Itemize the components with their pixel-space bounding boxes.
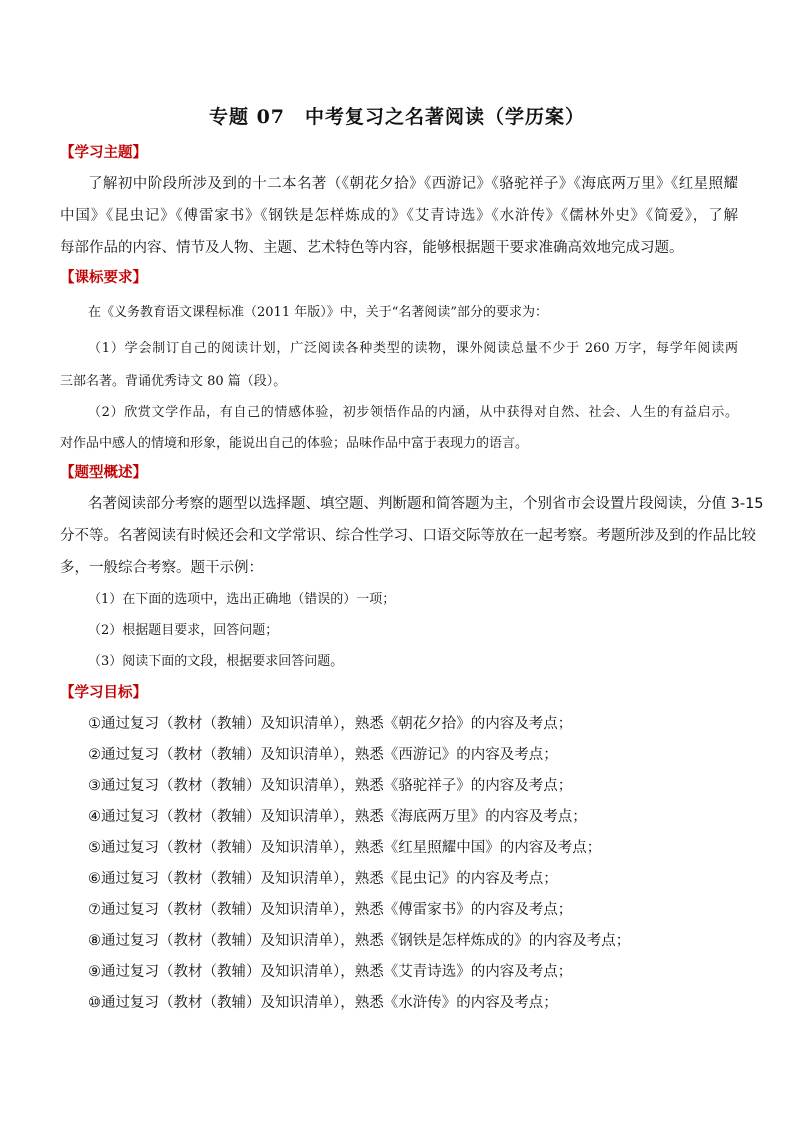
overview-line: 分不等。名著阅读有时候还会和文学常识、综合性学习、口语交际等放在一起考察。考题所涉及到的作品比较 xyxy=(60,528,756,544)
overview-example: （1）在下面的选项中，选出正确地（错误的）一项； xyxy=(88,592,396,607)
overview-example: （3）阅读下面的文段，根据要求回答问题。 xyxy=(88,654,344,669)
standard-item: （2）欣赏文学作品，有自己的情感体验，初步领悟作品的内涵，从中获得对自然、社会、人生的有益启示。 xyxy=(88,405,738,420)
overview-line: 名著阅读部分考察的题型以选择题、填空题、判断题和简答题为主，个别省市会设置片段阅读，分值 3-15 xyxy=(88,496,764,512)
goal-item: ④通过复习（教材（教辅）及知识清单），熟悉《海底两万里》的内容及考点； xyxy=(88,809,587,825)
overview-example: （2）根据题目要求，回答问题； xyxy=(88,623,279,638)
goal-item: ②通过复习（教材（教辅）及知识清单），熟悉《西游记》的内容及考点； xyxy=(88,747,558,763)
goal-item: ⑩通过复习（教材（教辅）及知识清单），熟悉《水浒传》的内容及考点； xyxy=(88,995,558,1011)
document-title: 专题 07 中考复习之名著阅读（学历案） xyxy=(208,106,586,128)
topic-line: 每部作品的内容、情节及人物、主题、艺术特色等内容，能够根据题干要求准确高效地完成习题。 xyxy=(60,240,684,256)
overview-line: 多，一般综合考察。题干示例： xyxy=(60,560,263,576)
topic-line: 中国》《昆虫记》《傅雷家书》《钢铁是怎样炼成的》《艾青诗选》《水浒传》《儒林外史》《简爱》，了解 xyxy=(60,208,738,224)
standard-item: 三部名著。背诵优秀诗文 80 篇（段）。 xyxy=(60,374,287,389)
standard-item: 对作品中感人的情境和形象，能说出自己的体验；品味作品中富于表现力的语言。 xyxy=(60,436,529,451)
goal-item: ⑥通过复习（教材（教辅）及知识清单），熟悉《昆虫记》的内容及考点； xyxy=(88,871,558,887)
section-heading-overview: 【题型概述】 xyxy=(60,465,147,481)
goal-item: ⑨通过复习（教材（教辅）及知识清单），熟悉《艾青诗选》的内容及考点； xyxy=(88,964,573,980)
goal-item: ③通过复习（教材（教辅）及知识清单），熟悉《骆驼祥子》的内容及考点； xyxy=(88,778,573,794)
standard-intro: 在《义务教育语文课程标准（2011 年版）》中，关于“名著阅读”部分的要求为： xyxy=(88,305,549,320)
goal-item: ⑧通过复习（教材（教辅）及知识清单），熟悉《钢铁是怎样炼成的》的内容及考点； xyxy=(88,933,631,949)
goal-item: ①通过复习（教材（教辅）及知识清单），熟悉《朝花夕拾》的内容及考点； xyxy=(88,716,573,732)
goal-item: ⑦通过复习（教材（教辅）及知识清单），熟悉《傅雷家书》的内容及考点； xyxy=(88,902,573,918)
standard-item: （1）学会制订自己的阅读计划，广泛阅读各种类型的读物，课外阅读总量不少于 260 万字，每学年阅读两 xyxy=(88,341,738,356)
section-heading-standard: 【课标要求】 xyxy=(60,270,147,286)
goal-item: ⑤通过复习（教材（教辅）及知识清单），熟悉《红星照耀中国》的内容及考点； xyxy=(88,840,602,856)
section-heading-goals: 【学习目标】 xyxy=(60,685,147,701)
topic-line: 了解初中阶段所涉及到的十二本名著（《朝花夕拾》《西游记》《骆驼祥子》《海底两万里》《红星照耀 xyxy=(88,176,738,192)
section-heading-topic: 【学习主题】 xyxy=(60,145,147,161)
